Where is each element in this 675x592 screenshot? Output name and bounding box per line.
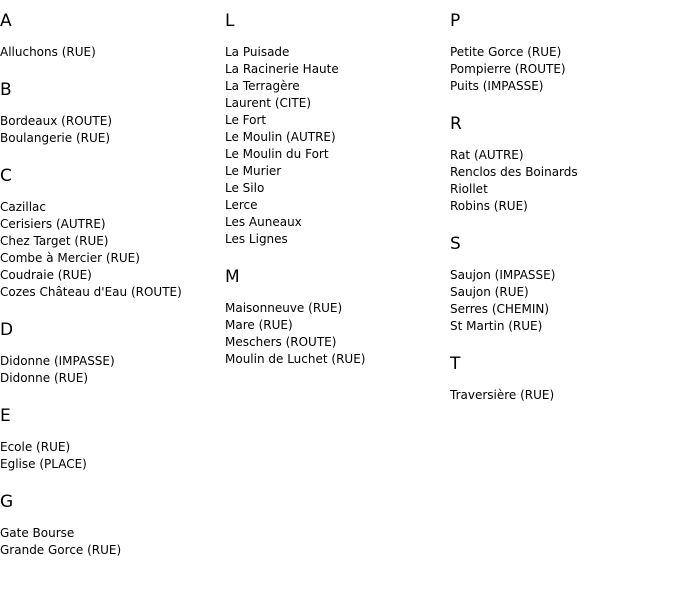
street-item: Saujon (RUE) xyxy=(450,285,529,299)
street-item: Didonne (IMPASSE) xyxy=(0,354,115,368)
street-item: Moulin de Luchet (RUE) xyxy=(225,352,366,366)
street-item: Le Moulin du Fort xyxy=(225,147,329,161)
letter-group xyxy=(225,267,450,368)
index-column xyxy=(225,11,450,387)
street-item: St Martin (RUE) xyxy=(450,319,543,333)
street-list xyxy=(225,300,450,368)
index-column xyxy=(0,11,225,578)
street-list xyxy=(0,199,225,301)
street-item: Gate Bourse xyxy=(0,526,75,540)
street-item: Maisonneuve (RUE) xyxy=(225,301,343,315)
street-item: Meschers (ROUTE) xyxy=(225,335,337,349)
street-item: Eglise (PLACE) xyxy=(0,457,87,471)
letter-group xyxy=(450,354,675,404)
street-item: Boulangerie (RUE) xyxy=(0,131,111,145)
street-item: Robins (RUE) xyxy=(450,199,528,213)
street-item: Traversière (RUE) xyxy=(450,388,555,402)
letter-heading: L xyxy=(225,11,235,31)
street-item: Grande Gorce (RUE) xyxy=(0,543,122,557)
street-list xyxy=(450,44,675,95)
letter-group xyxy=(225,11,450,248)
street-item: Les Auneaux xyxy=(225,215,302,229)
letter-heading: P xyxy=(450,11,461,31)
street-item: La Terragère xyxy=(225,79,300,93)
street-item: Lerce xyxy=(225,198,258,212)
street-item: Le Moulin (AUTRE) xyxy=(225,130,336,144)
index-column xyxy=(450,11,675,423)
street-item: Le Fort xyxy=(225,113,267,127)
street-item: Bordeaux (ROUTE) xyxy=(0,114,113,128)
street-item: Pompierre (ROUTE) xyxy=(450,62,566,76)
letter-group xyxy=(0,492,225,559)
street-item: Puits (IMPASSE) xyxy=(450,79,544,93)
letter-heading: B xyxy=(0,80,12,100)
street-item: Cerisiers (AUTRE) xyxy=(0,217,106,231)
street-item: Ecole (RUE) xyxy=(0,440,71,454)
street-item: Le Silo xyxy=(225,181,265,195)
letter-group xyxy=(0,320,225,387)
letter-heading: M xyxy=(225,267,240,287)
letter-heading: R xyxy=(450,114,462,134)
street-list xyxy=(0,113,225,147)
letter-group xyxy=(450,234,675,335)
street-item: Cozes Château d'Eau (ROUTE) xyxy=(0,285,182,299)
street-item: Mare (RUE) xyxy=(225,318,293,332)
street-item: Laurent (CITE) xyxy=(225,96,312,110)
street-item: Coudraie (RUE) xyxy=(0,268,92,282)
letter-heading: A xyxy=(0,11,12,31)
street-item: Petite Gorce (RUE) xyxy=(450,45,562,59)
street-list xyxy=(450,267,675,335)
letter-heading: G xyxy=(0,492,14,512)
street-item: Combe à Mercier (RUE) xyxy=(0,251,140,265)
street-item: Riollet xyxy=(450,182,488,196)
street-item: Renclos des Boinards xyxy=(450,165,578,179)
street-item: Saujon (IMPASSE) xyxy=(450,268,556,282)
letter-heading: C xyxy=(0,166,12,186)
street-item: Alluchons (RUE) xyxy=(0,45,96,59)
letter-group xyxy=(0,11,225,61)
street-list xyxy=(0,439,225,473)
letter-group xyxy=(450,114,675,215)
street-item: Le Murier xyxy=(225,164,282,178)
street-item: Chez Target (RUE) xyxy=(0,234,109,248)
letter-group xyxy=(0,80,225,147)
letter-heading: S xyxy=(450,234,461,254)
street-list xyxy=(0,525,225,559)
street-item: Serres (CHEMIN) xyxy=(450,302,550,316)
street-list xyxy=(0,44,225,61)
street-item: Didonne (RUE) xyxy=(0,371,89,385)
letter-group xyxy=(0,406,225,473)
street-list xyxy=(225,44,450,248)
letter-group xyxy=(450,11,675,95)
street-item: La Racinerie Haute xyxy=(225,62,339,76)
street-list xyxy=(0,353,225,387)
street-list xyxy=(450,147,675,215)
letter-heading: T xyxy=(450,354,461,374)
street-item: Les Lignes xyxy=(225,232,288,246)
letter-heading: D xyxy=(0,320,14,340)
letter-heading: E xyxy=(0,406,11,426)
street-item: Cazillac xyxy=(0,200,46,214)
letter-group xyxy=(0,166,225,301)
street-item: Rat (AUTRE) xyxy=(450,148,524,162)
street-item: La Puisade xyxy=(225,45,290,59)
street-list xyxy=(450,387,675,404)
